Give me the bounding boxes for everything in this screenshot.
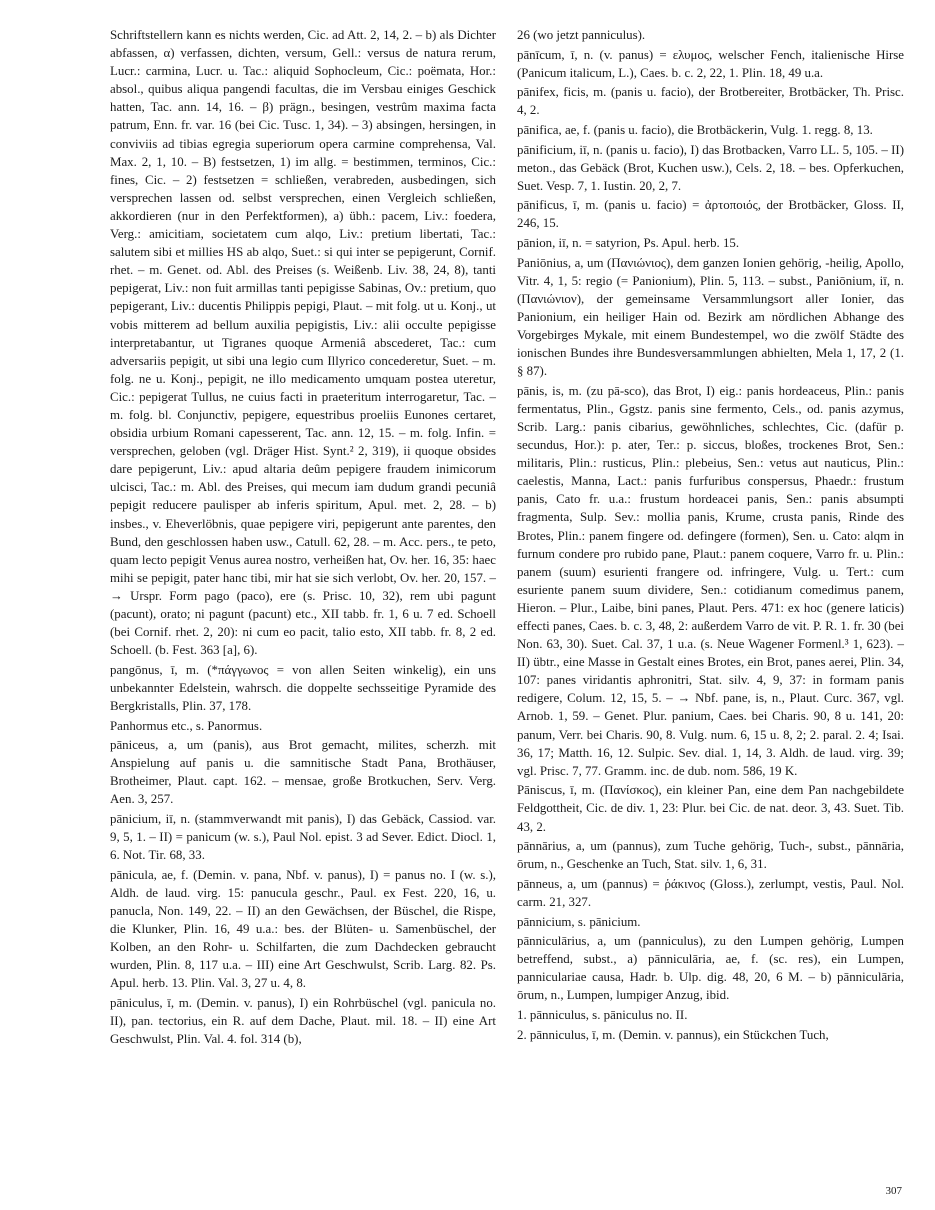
entry-paniculus: pāniculus, ī, m. (Demin. v. panus), I) ein Rohrbüschel (vgl. panicula no. II), pan. tectorius, ein R. auf dem Dache, Plaut. mil. 18. – II) eine Art Geschwulst, Plin. Val. 4. fol. 314 (b), bbox=[110, 995, 496, 1047]
entry-panificus: pānificus, ī, m. (panis u. facio) = ἀρτοποιός, der Brotbäcker, Gloss. II, 246, 15. bbox=[517, 198, 904, 231]
entry-pannicularius: pānniculārius, a, um (panniculus), zu den Lumpen gehörig, Lumpen betreffend, subst., a) pānniculāria, ae, f. (sc. res), ein Lumpen, panniculariae causa, Hadr. b. Ulp. dig. 48, 20, 6 M. – b) pānniculāria, ōrum, n., Lumpen, lumpiger Anzug, ibid. bbox=[517, 934, 904, 1003]
entry-panneus: pānneus, a, um (pannus) = ῥάκινος (Gloss.), zerlumpt, vestis, Paul. Nol. carm. 21, 327. bbox=[517, 876, 904, 909]
entry-panifica: pānifica, ae, f. (panis u. facio), die Brotbäckerin, Vulg. 1. regg. 8, 13. bbox=[517, 122, 873, 137]
entry-panniculus-2: 2. pānniculus, ī, m. (Demin. v. pannus), ein Stückchen Tuch, bbox=[517, 1027, 829, 1042]
entry-paniculus-continued: 26 (wo jetzt panniculus). bbox=[517, 28, 646, 42]
entry-panion: pānion, iī, n. = satyrion, Ps. Apul. herb. 15. bbox=[517, 236, 740, 251]
entry-panifex: pānifex, ficis, m. (panis u. facio), der Brotbereiter, Brotbäcker, Th. Prisc. 4, 2. bbox=[517, 85, 904, 118]
right-column bbox=[517, 26, 904, 1045]
page-number: 307 bbox=[885, 1185, 902, 1197]
entry-pangonus: pangōnus, ī, m. (*πάγγωνος = von allen Seiten winkelig), ein uns unbekannter Edelstein, wahrsch. die doppelte sechsseitige Pyramide des Bergkristalls, Plin. 37, 178. bbox=[110, 662, 496, 713]
entry-panis: pānis, is, m. (zu pā-sco), das Brot, I) eig.: panis hordeaceus, Plin.: panis fermentatus, Plin., Ggstz. panis sine fermento, Cels., od. panis azymus, Scrib. Larg.: panis cibarius, gewöhnliches, schlechtes, Cic. (dafür p. secundus, Hor.): p. ater, Ter.: p. siccus, bloßes, trockenes Brot, Sen.: militaris, Plin.: rusticus, Plin.: plebeius, Sen.: vetus aut nauticus, Plin.: caelestis, Manna, Lact.: panis furfuribus conspersus, Phaedr.: frustum panis, Cato fr. u.a.: frustum hordeacei panis, Sen.: panis absumpti fragmenta, Sulp. Sev.: mollia panis, Krume, crusta panis, Rinde des Brotes, Plin.: panem fingere od. defingere (formen), Sen. u. Cato: alqm in furnum condere pro rubido pane, Plaut.: panem coquere, Varro fr. u. Plin.: panem (suum) esurienti frangere od. infringere, Vulg. u. Tert.: cum esuriente panem suum dividere, Sen.: cotidianum comedimus panem, Hieron. – Plur., Laibe, bini panes, Plaut. Pers. 471: ex hoc (genere laticis) effecti panes, Caes. b. c. 3, 48, 2: außerdem Varro de vit. P. R. 1. fr. 30 (bei Non. 63, 30). Suet. Cal. 37, 1 u.a. (s. Neue Wagener Formenl.³ 1, 623). – II) übtr., eine Masse in Gestalt eines Brotes, ein Brot, panes aerei, Plin. 34, 107: panes viridantis aphronitri, Stat. silv. 4, 9, 37: in formam panis redigere, Colum. 12, 15, 5. – → Nbf. pane, is, n., Plaut. Curc. 367, vgl. Arnob. 1, 59. – Genet. Plur. panium, Caes. bei Charis. 90, 8 u. 141, 20: panum, Verr. bei Charis. 90, 8. Vulg. num. 6, 15 u. 8, 2; 2. paral. 2. 4; Isai. 36, 17; Matth. 16, 12. Sulpic. Sev. dial. 1, 14, 3. Aldh. de laud. virg. 39; vgl. Prisc. 7, 77. Gramm. inc. de dub. nom. 586, 19 K. bbox=[517, 383, 904, 778]
entry-paniceus: pāniceus, a, um (panis), aus Brot gemacht, milites, scherzh. mit Anspielung auf panis u. die samnitische Stadt Pana, Brothäuser, Brotheimer, Plaut. capt. 162. – mensae, große Brotkuchen, Serv. Verg. Aen. 3, 257. bbox=[110, 738, 496, 807]
entry-panionius: Paniōnius, a, um (Πανιώνιος), dem ganzen Ionien gehörig, -heilig, Apollo, Vitr. 4, 1, 5: regio (= Panionium), Plin. 5, 113. – subst., Paniōnium, iī, n. (Πανιώνιον), der gemeinsame Versammlungsort aller Ionier, das Panionium, ein heiliger Hain od. Bezirk am nördlichen Abhange des Vorgebirges Mykale, mit einem Bundestempel, wo die zwölf Städte des ionischen Bundes ihre Bundesversammlungen abhielten, Mela 1, 17, 2 (1. § 87). bbox=[517, 255, 904, 379]
entry-panificium: pānificium, iī, n. (panis u. facio), I) das Brotbacken, Varro LL. 5, 105. – II) meton., das Gebäck (Brot, Kuchen usw.), Cels. 2, 18. – bes. Opferkuchen, Suet. Vesp. 7, 1. Iustin. 20, 2, 7. bbox=[517, 142, 904, 193]
entry-panicula: pānicula, ae, f. (Demin. v. pana, Nbf. v. panus), I) = panus no. I (w. s.), Aldh. de laud. virg. 15: panucula geschr., Paul. ex Fest. 220, 16, u. panucla, Non. 149, 22. – II) an den Gewächsen, der Büschel, die Rispe, die Klunker, Plin. 16, 49 u.a.: bes. der Blüten- u. Samenbüschel, der Kolben, an den Rohr- u. Schilfarten, die zum Dachdecken gebraucht wurden, Plin. 8, 117 u.a. – III) eine Art Geschwulst, Scrib. Larg. 82. Ps. Apul. herb. 13. Plin. Val. 3, 27 u. 4, 8. bbox=[110, 867, 496, 991]
entry-panicum: pānīcum, ī, n. (v. panus) = ελυμος, welscher Fench, italienische Hirse (Panicum italicum, L.), Caes. b. c. 2, 22, 1. Plin. 18, 49 u.a. bbox=[517, 47, 904, 80]
entry-panicium: pānicium, iī, n. (stammverwandt mit panis), I) das Gebäck, Cassiod. var. 9, 5, 1. – II) = panicum (w. s.), Paul Nol. epist. 3 ad Sever. Edict. Diocl. 1, 6. Not. Tir. 68, 33. bbox=[110, 812, 496, 863]
entry-panniculus-1: 1. pānniculus, s. pāniculus no. II. bbox=[517, 1007, 688, 1022]
entry-pango-continued: Schriftstellern kann es nichts werden, Cic. ad Att. 2, 14, 2. – b) als Dichter abfassen, α) verfassen, dichten, versum, Gell.: versus de natura rerum, Lucr.: carmina, Lucr. u. Tac.: aliquid Sophocleum, Cic.: poëmata, Hor.: absol., quibus aliqua pangendi facultas, die im Versbau einiges Geschick hatten, Tac. ann. 14, 16. – β) prägn., besingen, vestrûm maxima facta patrum, Enn. fr. var. 16 (bei Cic. Tusc. 1, 34). – 3) absingen, hersingen, in conviviis ad tibias egregia superiorum opera carmine comprehensa, Val. Max. 2, 1, 10. – B) festsetzen, 1) im allg. = bestimmen, terminos, Cic.: fines, Cic. – 2) festsetzen = schließen, verabreden, ausbedingen, sich versprechen lassen od. selbst versprechen, einen Vergleich schließen, akkordieren (nur in den Perfektformen), a) übh.: pacem, Liv.: foedera, Verg.: amicitiam, societatem cum alqo, Liv.: pretium libertati, Tac.: salutem sibi et millies HS ab alqo, Suet.: si qui inter se pepigerunt, Cornif. rhet. – m. Genet. od. Abl. des Preises (s. Weißenb. Liv. 38, 24, 8), tanti pepigerat, Liv.: non fuit armillas tanti pepigisse Sabinas, Ov.: pretium, quo pepigerant, Liv.: ducentis Philippis pepigi, Plaut. – mit folg. ut u. Konj., ut vobis mitterem ad bellum auxilia pepigistis, Liv.: alii occulte pepigisse interpretabantur, ut Tigranes quoque Armeniâ abscederet, Tac.: cum adversariis pepigit, ut sibi una legio cum Illyrico concederetur, Suet. – m. folg. ne u. Konj., pepigit, ne illo medicamento umquam postea uteretur, Cic.: pepigerat Tullus, ne cuius facti in praeteritum interrogaretur, Tac. – m. folg. bl. Conjunctiv, pepigere, equestribus proeliis Eunones certaret, obsidia urbium Romani capesserent, Tac. ann. 12, 15. – m. folg. Infin. = versprechen, geloben (vgl. Dräger Hist. Synt.² 2, 319), ii quoque obsides dare pepigerunt, Liv.: apud altaria deûm pepigere fraudem inimicorum ulcisci, Tac.: m. Abl. des Preises, qui mecum iam dudum grandi pecuniâ pepigit reducere paulisper ab inferis spiritum, Apul. met. 2, 28. – b) insbes., v. Eheverlöbnis, quae pepigere viri, pepigerunt ante parentes, den Bund, den geschlossen haben usw., Catull. 62, 28. – m. Acc. pers., te peto, quam lecto pepigit Venus aurea nostro, verheißen hat, Ov. her. 16, 35: haec mihi se pepigit, pater hanc tibi, mir hat sie sich verlobt, Ov. her. 20, 157. – → Urspr. Form pago (paco), ere (s. Prisc. 10, 32), rem ubi pagunt (pacunt), orato; ni pagunt (pacunt) etc., XII tabb. fr. 1, 6 u. 7 ed. Schoell (bei Cornif. rhet. 2, 20): ni cum eo pacit, talio esto, XII tabb. fr. 8, 2 ed. Schoell. (b. Fest. 363 [a], 6). bbox=[110, 28, 496, 658]
entry-paniscus: Pāniscus, ī, m. (Πανίσκος), ein kleiner Pan, eine dem Pan nachgebildete Feldgottheit, Cic. de div. 1, 23: Plur. bei Cic. de nat. deor. 3, 43. Suet. Tib. 43, 2. bbox=[517, 783, 904, 834]
entry-pannarius: pānnārius, a, um (pannus), zum Tuche gehörig, Tuch-, subst., pānnāria, ōrum, n., Geschenke an Tuch, Stat. silv. 1, 6, 31. bbox=[517, 839, 904, 872]
entry-pannicium: pānnicium, s. pānicium. bbox=[517, 914, 641, 929]
left-column bbox=[110, 26, 496, 1050]
entry-panhormus: Panhormus etc., s. Panormus. bbox=[110, 718, 263, 733]
